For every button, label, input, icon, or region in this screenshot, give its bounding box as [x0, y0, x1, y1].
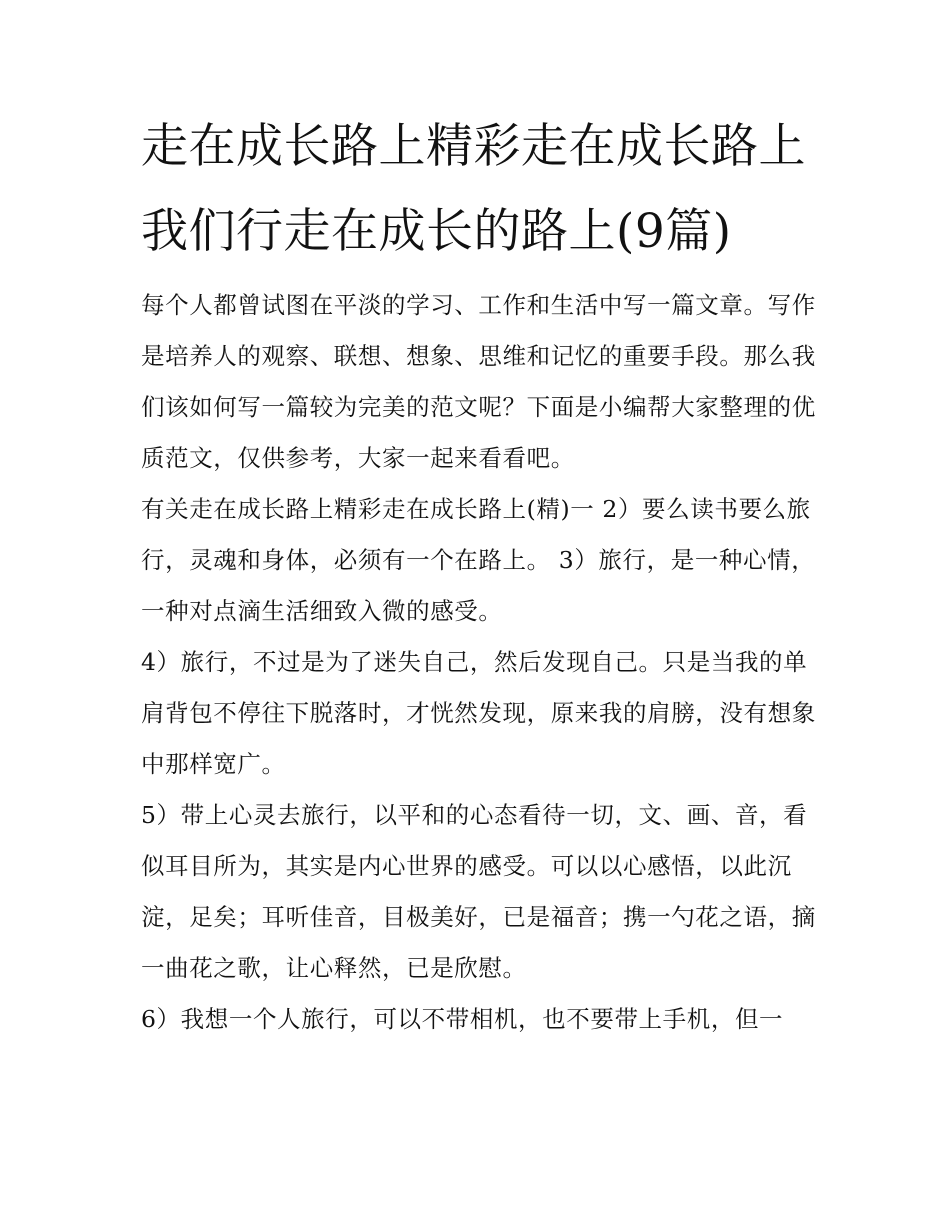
paragraph-1: 有关走在成长路上精彩走在成长路上(精)一 2）要么读书要么旅行，灵魂和身体，必须有一个在路上。 3）旅行，是一种心情，一种对点滴生活细致入微的感受。 [141, 495, 816, 625]
paragraph-3: 5）带上心灵去旅行，以平和的心态看待一切，文、画、音，看似耳目所为，其实是内心世界的感受。可以以心感悟，以此沉淀，足矣；耳听佳音，目极美好，已是福音；携一勺花之语，摘一曲花之歌，让心释然，已是欣慰。 [141, 801, 816, 982]
paragraph-2: 4）旅行，不过是为了迷失自己，然后发现自己。只是当我的单肩背包不停往下脱落时，才恍然发现，原来我的肩膀，没有想象中那样宽广。 [141, 648, 816, 778]
paragraph-intro: 每个人都曾试图在平淡的学习、工作和生活中写一篇文章。写作是培养人的观察、联想、想象、思维和记忆的重要手段。那么我们该如何写一篇较为完美的范文呢？下面是小编帮大家整理的优质范文，仅供参考，大家一起来看看吧。 [141, 291, 816, 472]
document-title: 走在成长路上精彩走在成长路上 我们行走在成长的路上(9篇) [141, 119, 806, 259]
paragraph-4: 6）我想一个人旅行，可以不带相机，也不要带上手机，但一 [141, 1005, 784, 1033]
document-body [141, 104, 817, 1045]
